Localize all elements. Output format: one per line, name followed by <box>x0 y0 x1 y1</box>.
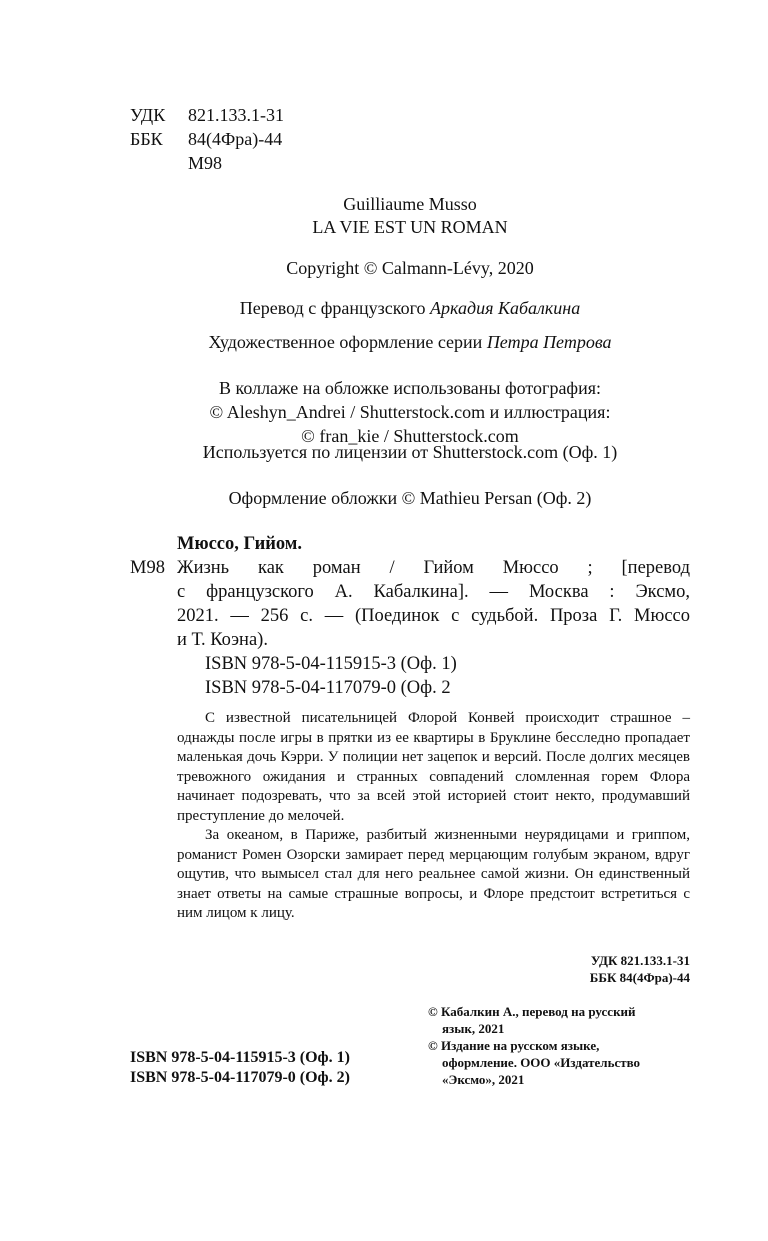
catalog-entry-line-2: с французского А. Кабалкина]. — Москва : Эксмо, <box>177 582 690 602</box>
catalog-mark: М98 <box>130 558 165 578</box>
classification-block <box>130 103 430 175</box>
series-design-credit <box>110 330 710 354</box>
translation-prefix: Перевод с французского <box>239 298 426 318</box>
original-title: LA VIE EST UN ROMAN <box>312 217 508 237</box>
catalog-isbn-2: ISBN 978-5-04-117079-0 (Оф. 2 <box>205 678 451 698</box>
cover-design-credit: Оформление обложки © Mathieu Persan (Оф. 2) <box>228 488 592 508</box>
abstract-paragraph-2: За океаном, в Париже, разбитый жизненными неурядицами и гриппом, романист Ромен Озорски замирает перед мерцающим голубым экраном, вдруг ощутив, что вымысел стал для него реальнее самой жизни. Он единственный знает ответы на самые страшные вопросы, и Флоре предстоит встретиться с ним лицом к лицу. <box>177 827 690 921</box>
catalog-entry-line-1: Жизнь как роман / Гийом Мюссо ; [перевод <box>177 558 690 578</box>
translator-name: Аркадия Кабалкина <box>430 298 581 318</box>
translation-credit <box>110 296 710 320</box>
author-mark: М98 <box>188 153 223 173</box>
catalog-entry-line-3: 2021. — 256 с. — (Поединок с судьбой. Проза Г. Мюссо <box>177 606 690 626</box>
collage-credit-line-3: © fran_kie / Shutterstock.com <box>301 426 519 446</box>
collage-credit-line-1: В коллаже на обложке использованы фотография: <box>218 378 602 398</box>
catalog-isbn-1: ISBN 978-5-04-115915-3 (Оф. 1) <box>205 654 457 674</box>
series-design-prefix: Художественное оформление серии <box>208 332 483 352</box>
collage-credit-line-2: © Aleshyn_Andrei / Shutterstock.com и иллюстрация: <box>209 402 611 422</box>
bbk-value: 84(4Фра)-44 <box>188 129 283 149</box>
footer-udk: УДК 821.133.1-31 <box>590 953 690 968</box>
footer-bbk: ББК 84(4Фра)-44 <box>589 970 690 985</box>
footer-copyright <box>428 1003 690 1088</box>
footer-copyright-line-3: © Издание на русском языке, <box>428 1038 600 1053</box>
original-copyright: Copyright © Calmann-Lévy, 2020 <box>286 258 534 278</box>
original-author: Guilliaume Musso <box>343 194 477 214</box>
footer-copyright-line-5: «Эксмо», 2021 <box>442 1072 525 1087</box>
series-designer-name: Петра Петрова <box>486 332 612 352</box>
footer-copyright-line-4: оформление. ООО «Издательство <box>442 1055 641 1070</box>
udk-value: 821.133.1-31 <box>188 105 284 125</box>
udk-label: УДК <box>130 105 166 125</box>
footer-copyright-line-1: © Кабалкин А., перевод на русский <box>428 1004 636 1019</box>
catalog-entry-line-4: и Т. Коэна). <box>177 630 268 650</box>
footer-copyright-line-2: язык, 2021 <box>442 1021 505 1036</box>
abstract-paragraph-1: С известной писательницей Флорой Конвей происходит страшное – однажды после игры в прятки из ее квартиры в Бруклине бесследно пропадает маленькая дочь Кэрри. У полиции нет зацепок и версий. После долгих месяцев тревожного ожидания и странных совпадений сломленная горем Флора начинает подозревать, что за всей этой историей стоит некто, продумавший преступление до мелочей. <box>177 710 690 824</box>
footer-isbn-2: ISBN 978-5-04-117079-0 (Оф. 2) <box>130 1069 350 1086</box>
catalog-heading: Мюссо, Гийом. <box>177 534 303 554</box>
footer-isbn-1: ISBN 978-5-04-115915-3 (Оф. 1) <box>130 1049 350 1066</box>
collage-credit-line-4: Используется по лицензии от Shutterstock.com (Оф. 1) <box>202 442 618 462</box>
bbk-label: ББК <box>130 129 163 149</box>
abstract <box>177 709 690 924</box>
